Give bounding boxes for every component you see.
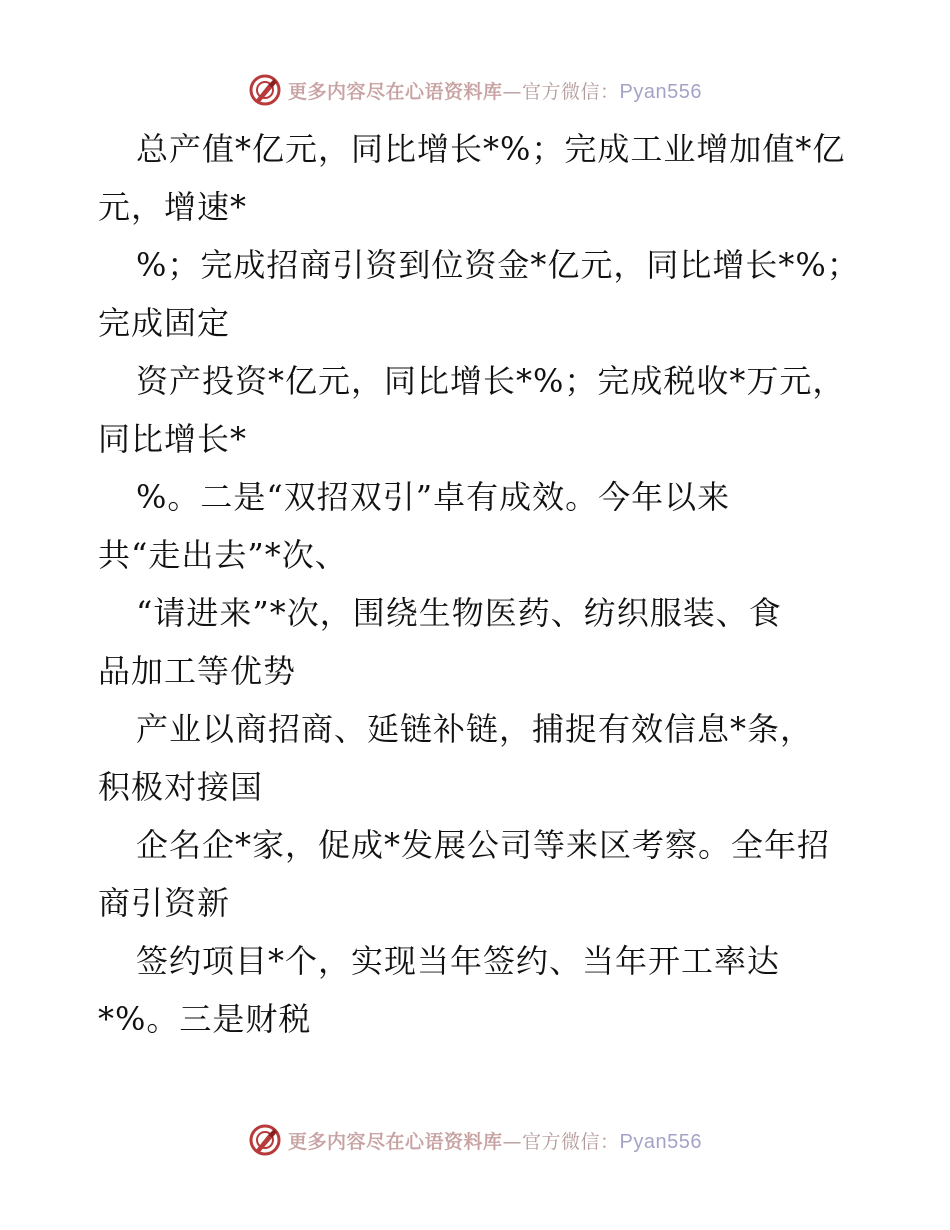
watermark-account: Pyan556	[619, 80, 702, 103]
watermark-label: 官方微信：	[522, 80, 620, 103]
text-line: 元，增速*	[98, 188, 248, 226]
watermark-account: Pyan556	[619, 1130, 702, 1153]
text-line: 品加工等优势	[98, 652, 297, 690]
text-line: *%。三是财税	[98, 1000, 312, 1038]
text-line: 产业以商招商、延链补链，捕捉有效信息*条，	[136, 710, 814, 748]
text-line: %；完成招商引资到位资金*亿元，同比增长*%；	[136, 246, 860, 284]
text-line: 资产投资*亿元，同比增长*%；完成税收*万元，	[136, 362, 846, 400]
text-line: 企名企*家，促成*发展公司等来区考察。全年招	[136, 826, 831, 864]
text-line: 同比增长*	[98, 420, 248, 458]
text-line: 积极对接国	[98, 768, 264, 806]
watermark-site-text: 更多内容尽在心语资料库	[288, 80, 503, 103]
text-line: “请进来”*次，围绕生物医药、纺织服装、食	[136, 594, 782, 632]
footer-watermark	[0, 1120, 950, 1160]
text-line: 总产值*亿元，同比增长*%；完成工业增加值*亿	[136, 130, 846, 168]
pen-logo-icon	[248, 73, 282, 107]
watermark-dash: —	[502, 1130, 523, 1153]
text-line: 共“走出去”*次、	[98, 536, 348, 574]
watermark-label: 官方微信：	[522, 1130, 620, 1153]
text-line: %。二是“双招双引”卓有成效。今年以来	[136, 478, 731, 516]
text-line: 商引资新	[98, 884, 231, 922]
pen-logo-icon	[248, 1123, 282, 1157]
watermark-dash: —	[502, 80, 523, 103]
text-line: 签约项目*个，实现当年签约、当年开工率达	[136, 942, 781, 980]
header-watermark	[0, 70, 950, 110]
text-line: 完成固定	[98, 304, 231, 342]
document-body	[98, 120, 858, 1048]
watermark-site-text: 更多内容尽在心语资料库	[288, 1130, 503, 1153]
